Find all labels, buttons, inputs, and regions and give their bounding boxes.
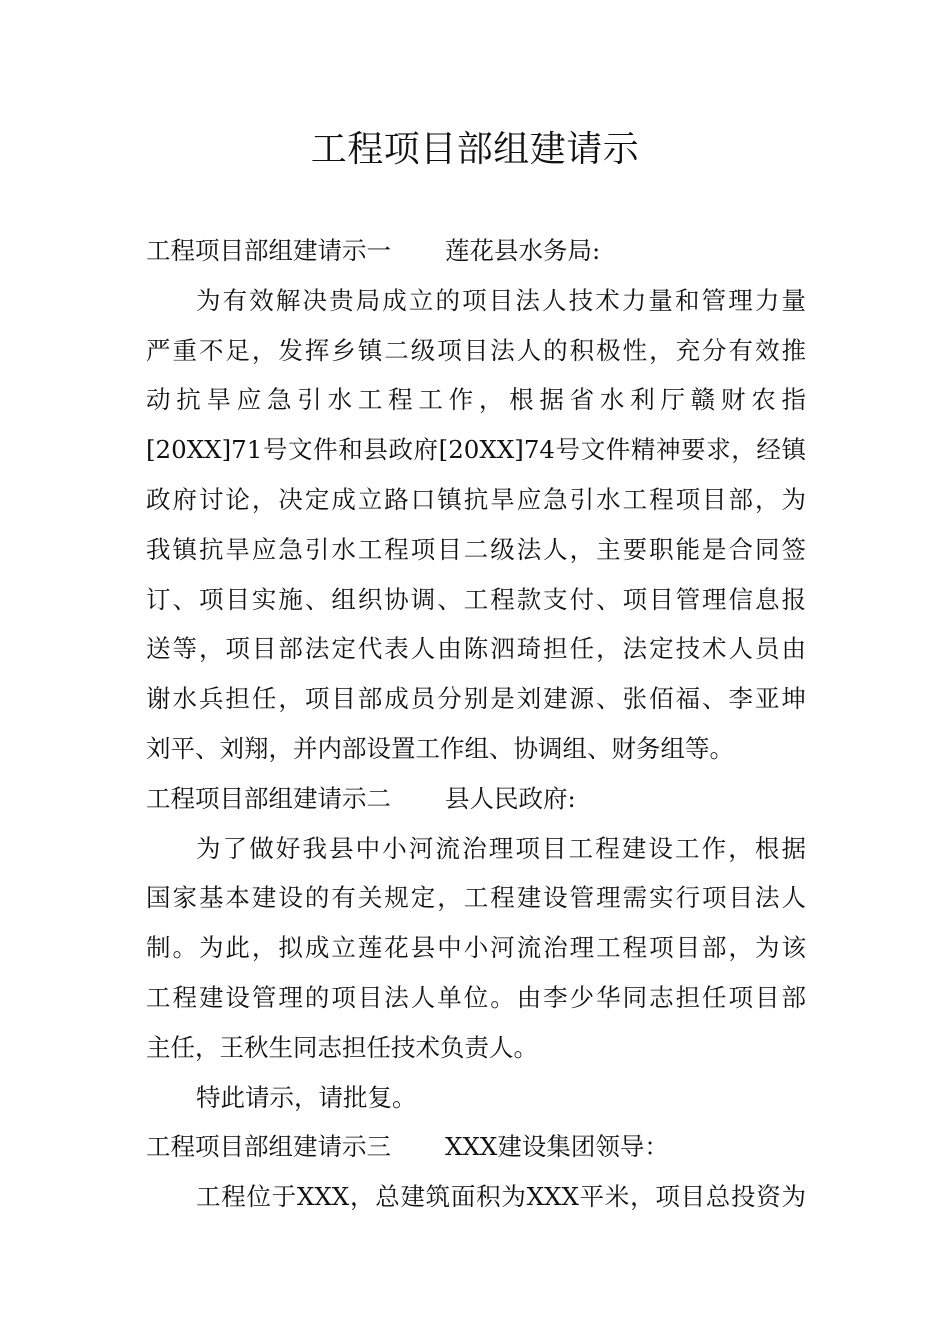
paragraph-line: 特此请示，请批复。 — [196, 1082, 417, 1112]
paragraph-line: 刘平、刘翔，并内部设置工作组、协调组、财务组等。 — [146, 733, 734, 763]
document-body — [146, 226, 806, 1222]
recipient: 县人民政府: — [445, 783, 576, 813]
recipient: 莲花县水务局: — [445, 236, 601, 265]
section-title: 工程项目部组建请示二 — [146, 783, 391, 813]
paragraph-line: 为有效解决贵局成立的项目法人技术力量和管理力量 — [196, 285, 806, 315]
paragraph-line: [20XX]71号文件和县政府[20XX]74号文件精神要求，经镇 — [146, 435, 806, 465]
paragraph-line: 送等，项目部法定代表人由陈泗琦担任，法定技术人员由 — [146, 634, 806, 664]
paragraph-line: 工程建设管理的项目法人单位。由李少华同志担任项目部 — [146, 982, 806, 1012]
paragraph-line: 政府讨论，决定成立路口镇抗旱应急引水工程项目部，为 — [146, 484, 806, 514]
paragraph-line: 谢水兵担任，项目部成员分别是刘建源、张佰福、李亚坤 — [146, 684, 806, 714]
document-title: 工程项目部组建请示 — [310, 129, 640, 170]
section-title: 工程项目部组建请示三 — [146, 1132, 391, 1162]
section-heading — [146, 1122, 806, 1172]
paragraph-line: 严重不足，发挥乡镇二级项目法人的积极性，充分有效推 — [146, 335, 806, 365]
paragraph-line: 主任，王秋生同志担任技术负责人。 — [146, 1032, 538, 1062]
paragraph-line: 为了做好我县中小河流治理项目工程建设工作，根据 — [196, 833, 806, 863]
recipient: XXX建设集团领导： — [445, 1132, 669, 1162]
paragraph-line: 工程位于XXX，总建筑面积为XXX平米，项目总投资为 — [196, 1182, 806, 1212]
section-heading — [146, 226, 806, 276]
paragraph-line: 我镇抗旱应急引水工程项目二级法人，主要职能是合同签 — [146, 534, 806, 564]
section-heading — [146, 774, 806, 824]
section-title: 工程项目部组建请示一 — [146, 236, 391, 265]
paragraph-line: 国家基本建设的有关规定，工程建设管理需实行项目法人 — [146, 883, 806, 913]
paragraph-line: 制。为此，拟成立莲花县中小河流治理工程项目部，为该 — [146, 933, 806, 963]
paragraph-line: 订、项目实施、组织协调、工程款支付、项目管理信息报 — [146, 584, 806, 614]
paragraph-line: 动抗旱应急引水工程工作，根据省水利厅赣财农指 — [146, 385, 806, 415]
